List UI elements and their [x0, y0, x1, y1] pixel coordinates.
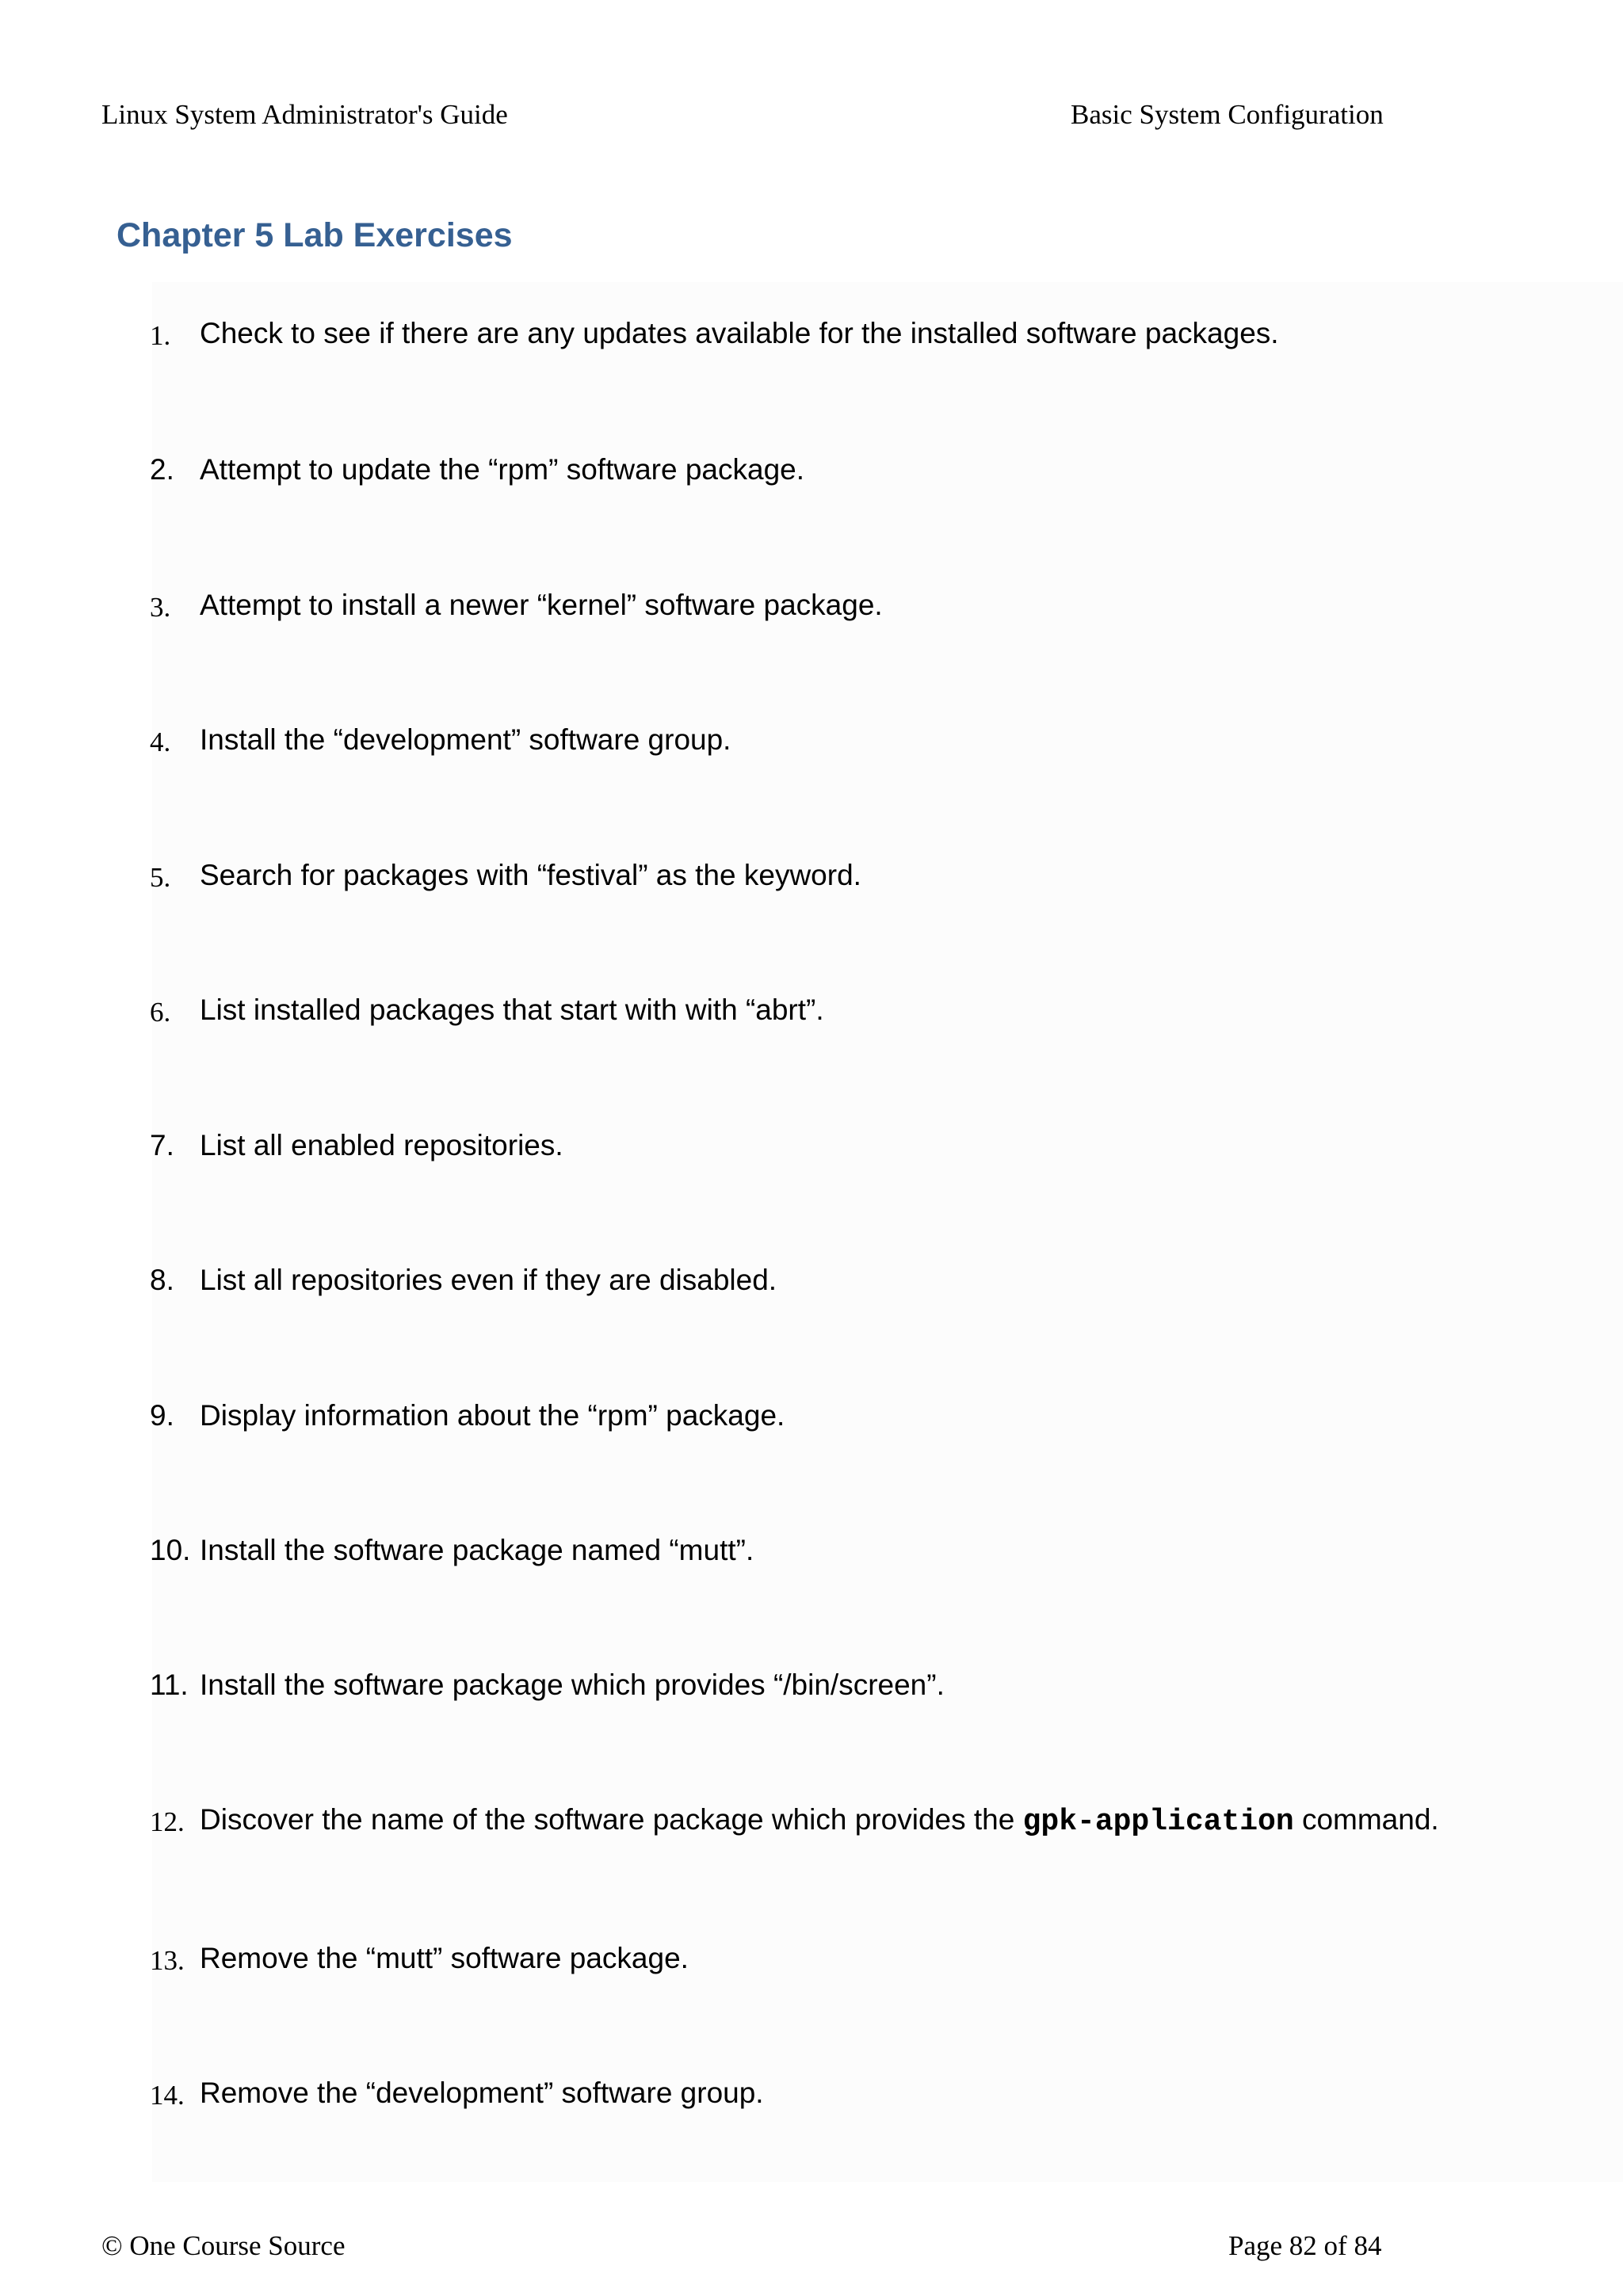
- exercise-number: 6.: [150, 997, 171, 1028]
- exercise-number: 5.: [150, 862, 171, 893]
- exercise-text: Remove the “mutt” software package.: [200, 1942, 689, 1974]
- exercise-number: 12.: [150, 1806, 185, 1837]
- header-section-title: Basic System Configuration: [1071, 99, 1384, 130]
- exercise-text: Install the “development” software group.: [200, 723, 731, 756]
- exercise-number: 9.: [150, 1399, 174, 1432]
- header-guide-title: Linux System Administrator's Guide: [101, 99, 508, 130]
- exercise-number: 10.: [150, 1534, 191, 1566]
- exercise-number: 1.: [150, 320, 171, 351]
- exercise-text-before: Discover the name of the software package which provides the: [200, 1803, 1023, 1836]
- footer-copyright: © One Course Source: [101, 2230, 346, 2261]
- exercise-number: 7.: [150, 1129, 174, 1161]
- footer-page-number: Page 82 of 84: [1228, 2230, 1382, 2261]
- exercise-text: Search for packages with “festival” as the keyword.: [200, 859, 861, 891]
- exercise-number: 8.: [150, 1264, 174, 1296]
- exercise-number: 4.: [150, 727, 171, 757]
- exercise-number: 14.: [150, 2080, 185, 2111]
- exercise-number: 2.: [150, 453, 174, 486]
- exercise-number: 13.: [150, 1945, 185, 1976]
- exercise-text: Check to see if there are any updates available for the installed software packages.: [200, 317, 1279, 349]
- exercise-text: Install the software package which provides “/bin/screen”.: [200, 1669, 945, 1701]
- exercise-number: 3.: [150, 592, 171, 623]
- exercise-text: Install the software package named “mutt”.: [200, 1534, 754, 1566]
- content-background: [152, 282, 1623, 2182]
- exercise-text: Remove the “development” software group.: [200, 2077, 764, 2109]
- chapter-title: Chapter 5 Lab Exercises: [116, 216, 513, 254]
- exercise-text: Attempt to update the “rpm” software package.: [200, 453, 804, 486]
- exercise-text: Attempt to install a newer “kernel” software package.: [200, 589, 883, 621]
- exercise-text-after: command.: [1293, 1803, 1439, 1836]
- exercise-text: List all enabled repositories.: [200, 1129, 563, 1161]
- exercise-number: 11.: [150, 1669, 189, 1701]
- exercise-text: List installed packages that start with with “abrt”.: [200, 994, 824, 1026]
- exercise-text: List all repositories even if they are disabled.: [200, 1264, 777, 1296]
- exercise-text: Display information about the “rpm” package.: [200, 1399, 785, 1432]
- exercise-text: [200, 1805, 1439, 1837]
- command-name: gpk-application: [1022, 1805, 1294, 1839]
